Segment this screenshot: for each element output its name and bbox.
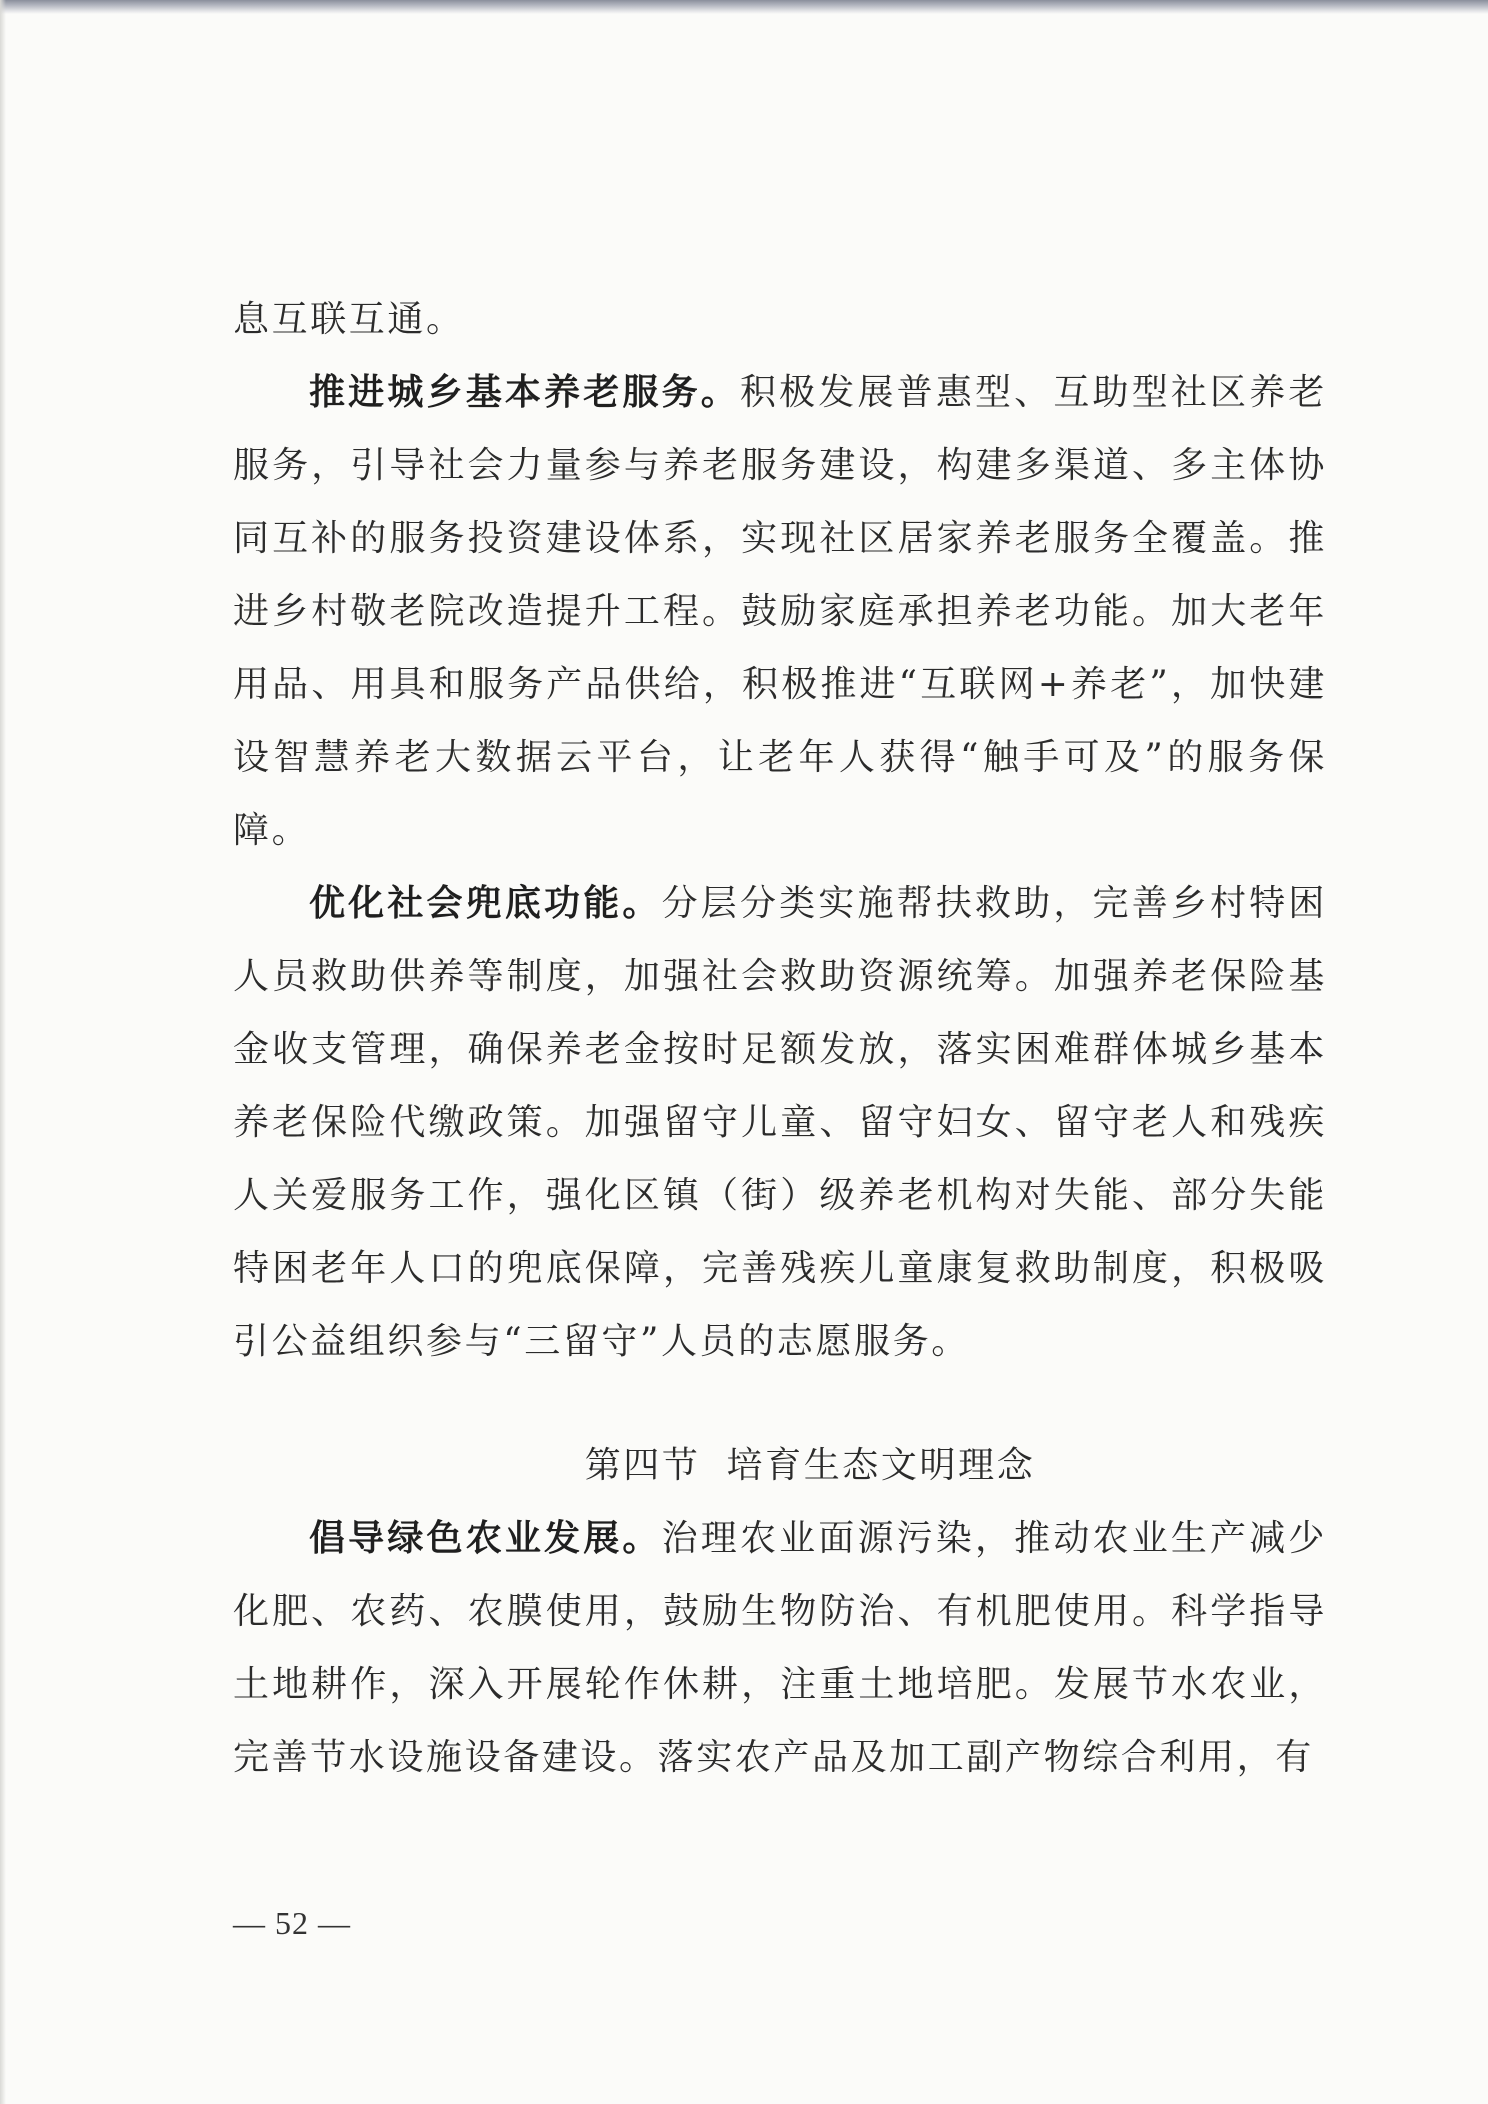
section-name: 培育生态文明理念 bbox=[726, 1445, 1036, 1486]
paragraph-text: 治理农业面源污染，推动农业生产减少化肥、农药、农膜使用，鼓励生物防治、有机肥使用。科学指导土地耕作，深入开展轮作休耕，注重土地培肥。发展节水农业，完善节水设施设备建设。落实农产品及加工副产物综合利用，有 bbox=[233, 1518, 1328, 1778]
document-body bbox=[233, 283, 1327, 1794]
paragraph-heading: 倡导绿色农业发展。 bbox=[309, 1517, 662, 1559]
paragraph-social-safety-net bbox=[233, 867, 1327, 1378]
paragraph-green-agriculture bbox=[233, 1502, 1327, 1794]
scan-edge-left bbox=[0, 0, 6, 2104]
scan-edge-top bbox=[0, 0, 1488, 14]
paragraph-text: 积极发展普惠型、互助型社区养老服务，引导社会力量参与养老服务建设，构建多渠道、多主体协同互补的服务投资建设体系，实现社区居家养老服务全覆盖。推进乡村敬老院改造提升工程。鼓励家庭承担养老功能。加大老年用品、用具和服务产品供给，积极推进“互联网+养老”，加快建设智慧养老大数据云平台，让老年人获得“触手可及”的服务保障。 bbox=[233, 372, 1327, 851]
page-number: — 52 — bbox=[233, 1905, 351, 1941]
paragraph-heading: 优化社会兜底功能。 bbox=[309, 882, 662, 924]
section-title bbox=[233, 1429, 1327, 1502]
paragraph-text: 分层分类实施帮扶救助，完善乡村特困人员救助供养等制度，加强社会救助资源统筹。加强养老保险基金收支管理，确保养老金按时足额发放，落实困难群体城乡基本养老保险代缴政策。加强留守儿童、留守妇女、留守老人和残疾人关爱服务工作，强化区镇（街）级养老机构对失能、部分失能特困老年人口的兜底保障，完善残疾儿童康复救助制度，积极吸引公益组织参与“三留守”人员的志愿服务。 bbox=[233, 883, 1328, 1362]
continued-line: 息互联互通。 bbox=[233, 299, 465, 340]
paragraph-heading: 推进城乡基本养老服务。 bbox=[309, 371, 740, 413]
paragraph-elderly-care bbox=[233, 356, 1327, 867]
section-number: 第四节 bbox=[584, 1445, 701, 1486]
